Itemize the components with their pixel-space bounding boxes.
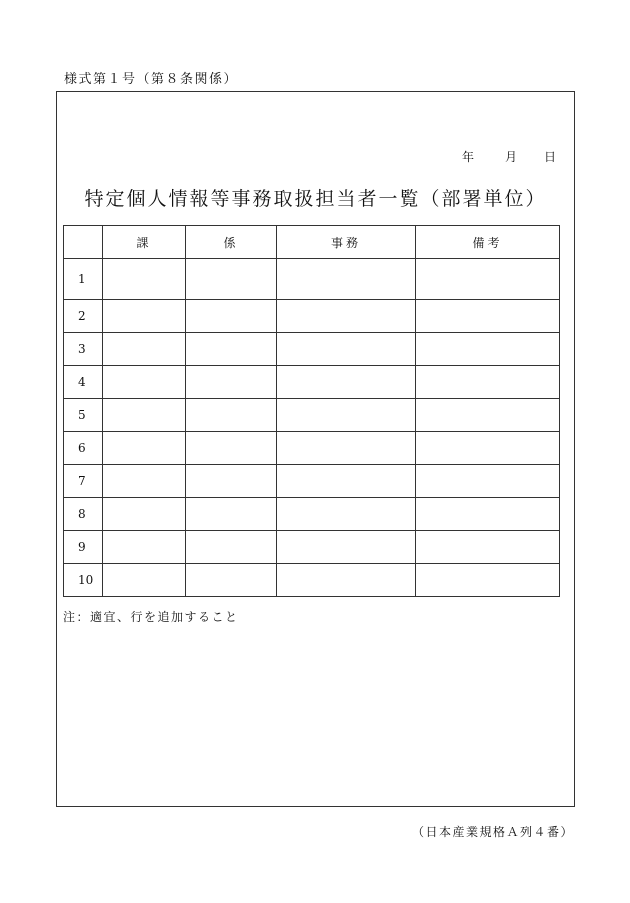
note: 注：適宜、行を追加すること <box>63 610 239 624</box>
date-day-label: 日 <box>544 150 557 164</box>
remarks-cell[interactable] <box>416 531 560 564</box>
table-row <box>64 432 560 465</box>
row-number: 10 <box>64 564 103 597</box>
remarks-cell[interactable] <box>416 432 560 465</box>
header-task: 事務 <box>277 226 416 259</box>
unit-cell[interactable] <box>186 531 277 564</box>
task-cell[interactable] <box>277 564 416 597</box>
unit-cell[interactable] <box>186 300 277 333</box>
row-number: 1 <box>64 259 103 300</box>
section-cell[interactable] <box>103 366 186 399</box>
remarks-cell[interactable] <box>416 498 560 531</box>
remarks-cell[interactable] <box>416 366 560 399</box>
table-row <box>64 564 560 597</box>
table-row <box>64 300 560 333</box>
table-row <box>64 531 560 564</box>
task-cell[interactable] <box>277 432 416 465</box>
row-number: 3 <box>64 333 103 366</box>
task-cell[interactable] <box>277 333 416 366</box>
table-row <box>64 465 560 498</box>
task-cell[interactable] <box>277 399 416 432</box>
section-cell[interactable] <box>103 531 186 564</box>
section-cell[interactable] <box>103 564 186 597</box>
row-number: 7 <box>64 465 103 498</box>
header-remarks: 備考 <box>416 226 560 259</box>
table-row <box>64 399 560 432</box>
section-cell[interactable] <box>103 300 186 333</box>
task-cell[interactable] <box>277 498 416 531</box>
header-number <box>64 226 103 259</box>
task-cell[interactable] <box>277 465 416 498</box>
unit-cell[interactable] <box>186 333 277 366</box>
row-number: 2 <box>64 300 103 333</box>
paper-size-note: （日本産業規格Ａ列４番） <box>411 825 574 839</box>
unit-cell[interactable] <box>186 465 277 498</box>
remarks-cell[interactable] <box>416 333 560 366</box>
remarks-cell[interactable] <box>416 259 560 300</box>
table-row <box>64 366 560 399</box>
row-number: 4 <box>64 366 103 399</box>
task-cell[interactable] <box>277 531 416 564</box>
unit-cell[interactable] <box>186 432 277 465</box>
remarks-cell[interactable] <box>416 465 560 498</box>
document-title: 特定個人情報等事務取扱担当者一覧（部署単位） <box>84 188 547 210</box>
unit-cell[interactable] <box>186 564 277 597</box>
table-header-row <box>64 226 560 259</box>
form-number: 様式第１号（第８条関係） <box>64 72 239 87</box>
staff-list-table <box>63 225 560 597</box>
table-body <box>64 259 560 597</box>
date-year-label: 年 <box>462 150 475 164</box>
section-cell[interactable] <box>103 432 186 465</box>
table-row <box>64 498 560 531</box>
task-cell[interactable] <box>277 259 416 300</box>
section-cell[interactable] <box>103 465 186 498</box>
row-number: 8 <box>64 498 103 531</box>
section-cell[interactable] <box>103 259 186 300</box>
row-number: 9 <box>64 531 103 564</box>
table-row <box>64 259 560 300</box>
row-number: 6 <box>64 432 103 465</box>
unit-cell[interactable] <box>186 259 277 300</box>
section-cell[interactable] <box>103 498 186 531</box>
unit-cell[interactable] <box>186 498 277 531</box>
section-cell[interactable] <box>103 399 186 432</box>
task-cell[interactable] <box>277 366 416 399</box>
header-unit: 係 <box>186 226 277 259</box>
unit-cell[interactable] <box>186 399 277 432</box>
remarks-cell[interactable] <box>416 399 560 432</box>
unit-cell[interactable] <box>186 366 277 399</box>
header-section: 課 <box>103 226 186 259</box>
task-cell[interactable] <box>277 300 416 333</box>
table-row <box>64 333 560 366</box>
row-number: 5 <box>64 399 103 432</box>
remarks-cell[interactable] <box>416 564 560 597</box>
remarks-cell[interactable] <box>416 300 560 333</box>
date-month-label: 月 <box>505 150 518 164</box>
section-cell[interactable] <box>103 333 186 366</box>
